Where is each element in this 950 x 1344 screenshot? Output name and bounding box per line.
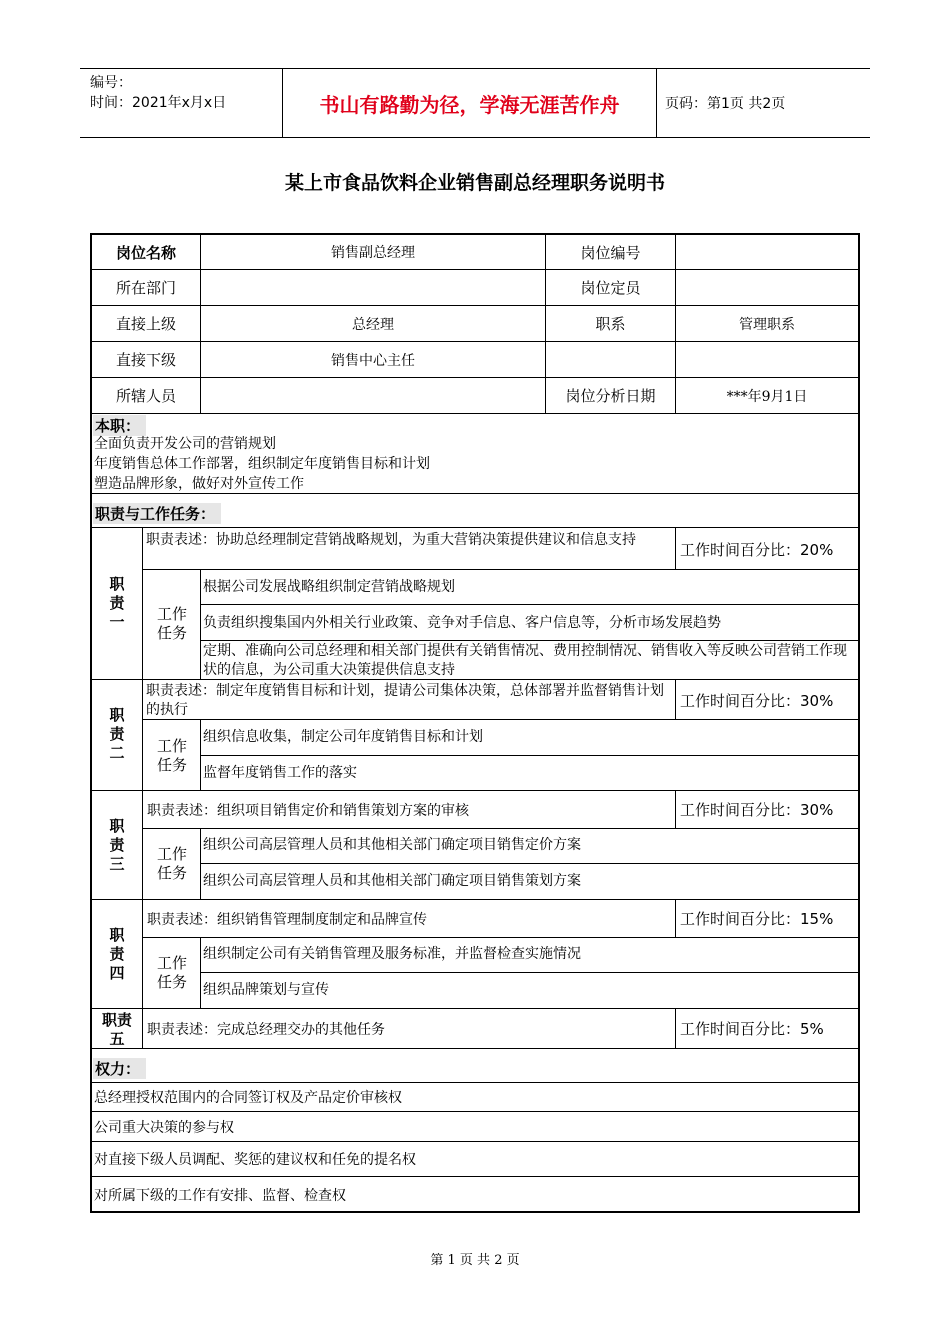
power-label: 权力：	[93, 1058, 146, 1079]
power-item: 对所属下级的工作有安排、监督、检查权	[94, 1187, 346, 1204]
post-no-value	[676, 235, 858, 269]
core-duty-line: 全面负责开发公司的营销规划	[94, 436, 276, 452]
duty-5-label: 职责五	[101, 1011, 132, 1048]
dept-label: 所在部门	[115, 279, 176, 297]
duty-1-desc: 职责表述：协助总经理制定营销战略规划，为重大营销决策提供建议和信息支持	[146, 532, 636, 548]
duty-1-label: 职责一	[109, 575, 125, 631]
duty-3-task: 组织公司高层管理人员和其他相关部门确定项目销售定价方案	[203, 837, 581, 853]
duty-3-desc: 职责表述：组织项目销售定价和销售策划方案的审核	[147, 802, 469, 819]
duty-2-task: 监督年度销售工作的落实	[203, 765, 357, 781]
duties-section-label: 职责与工作任务：	[93, 503, 221, 524]
quota-value	[676, 270, 858, 305]
duty-4-desc: 职责表述：组织销售管理制度制定和品牌宣传	[147, 911, 427, 928]
duty-2-label: 职责二	[109, 706, 125, 762]
duty-4-label: 职责四	[109, 926, 125, 982]
duty-3-task: 组织公司高层管理人员和其他相关部门确定项目销售策划方案	[203, 873, 581, 889]
series-value: 管理职系	[739, 316, 795, 333]
duty-5-desc: 职责表述：完成总经理交办的其他任务	[147, 1021, 385, 1038]
series-label: 职系	[595, 315, 626, 333]
power-item: 公司重大决策的参与权	[94, 1119, 234, 1136]
staff-label: 所辖人员	[115, 387, 176, 405]
duty-2-task-label: 工作 任务	[156, 737, 187, 774]
duty-3-percent: 工作时间百分比：30%	[680, 801, 834, 819]
quota-label: 岗位定员	[580, 279, 641, 297]
header-page-info: 页码：第1页 共2页	[665, 96, 786, 112]
subordinate-value: 销售中心主任	[331, 352, 415, 369]
duty-4-task: 组织品牌策划与宣传	[203, 982, 329, 998]
duty-4-percent: 工作时间百分比：15%	[680, 910, 834, 928]
subordinate-label: 直接下级	[115, 351, 176, 369]
header-motto: 书山有路勤为径，学海无涯苦作舟	[283, 69, 657, 137]
duty-1-task: 负责组织搜集国内外相关行业政策、竞争对手信息、客户信息等，分析市场发展趋势	[203, 615, 721, 631]
header-meta	[80, 69, 283, 137]
post-name-value: 销售副总经理	[331, 245, 415, 261]
page-header	[80, 68, 870, 138]
power-item: 对直接下级人员调配、奖惩的建议权和任免的提名权	[94, 1152, 416, 1168]
core-duty-label: 本职：	[93, 415, 146, 436]
superior-value: 总经理	[352, 316, 394, 333]
duty-1-task: 根据公司发展战略组织制定营销战略规划	[203, 579, 455, 595]
duty-3-task-label: 工作 任务	[156, 845, 187, 882]
post-no-label: 岗位编号	[580, 243, 641, 262]
analysis-date-value: ***年9月1日	[726, 388, 808, 405]
duty-4-task-label: 工作 任务	[156, 954, 187, 991]
duty-4-task: 组织制定公司有关销售管理及服务标准，并监督检查实施情况	[203, 946, 581, 962]
document-title: 某上市食品饮料企业销售副总经理职务说明书	[284, 172, 665, 194]
duty-2-percent: 工作时间百分比：30%	[680, 691, 834, 710]
power-item: 总经理授权范围内的合同签订权及产品定价审核权	[94, 1090, 402, 1106]
duty-1-task-label: 工作 任务	[156, 605, 187, 642]
header-number: 编号：	[90, 75, 132, 91]
duty-1-percent: 工作时间百分比：20%	[680, 540, 834, 559]
superior-label: 直接上级	[115, 315, 176, 333]
header-time: 时间：2021年x月x日	[90, 95, 227, 111]
duty-2-task: 组织信息收集，制定公司年度销售目标和计划	[203, 729, 483, 745]
core-duty-line: 年度销售总体工作部署，组织制定年度销售目标和计划	[94, 456, 430, 472]
analysis-date-label: 岗位分析日期	[565, 387, 656, 405]
post-name-label: 岗位名称	[115, 243, 176, 262]
duty-1-task: 定期、准确向公司总经理和相关部门提供有关销售情况、费用控制情况、销售收入等反映公司营销工作现状的信息，为公司重大决策提供信息支持	[203, 643, 847, 678]
duty-2-desc: 职责表述：制定年度销售目标和计划，提请公司集体决策，总体部署并监督销售计划的执行	[146, 683, 664, 718]
core-duty-line: 塑造品牌形象，做好对外宣传工作	[94, 476, 304, 492]
duty-5-percent: 工作时间百分比：5%	[680, 1020, 824, 1038]
empty-value	[676, 342, 858, 377]
staff-value	[201, 378, 545, 413]
duty-3-label: 职责三	[109, 817, 125, 873]
page-footer: 第 1 页 共 2 页	[430, 1253, 520, 1268]
dept-value	[201, 270, 545, 305]
empty-label	[546, 342, 675, 377]
